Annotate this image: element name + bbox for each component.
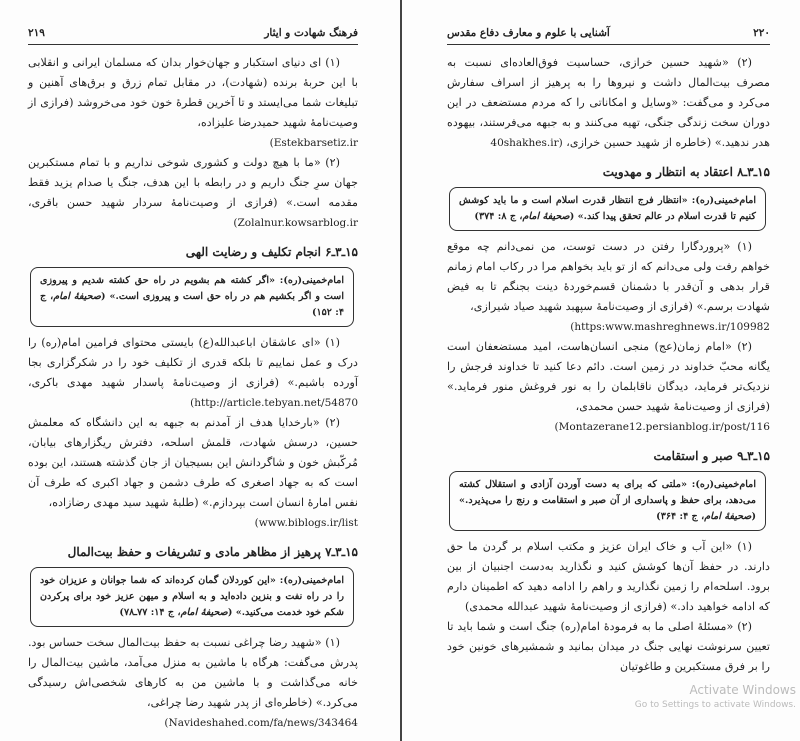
page-header xyxy=(28,27,358,45)
paragraph: (۱) «شهید رضا چراغی نسبت به حفظ بیت‌المال سخت حساس بود. پدرش می‌گفت: هرگاه با ماشین به منزل می‌آمد، ماشین بیت‌المال را خانه می‌گذاشت و با ماشین من به کارهای شخصی‌اش رسیدگی می‌کرد.» (خاطره‌ای از پدر شهید رضا چراغی، xyxy=(28,636,358,709)
paragraph: (۲) «بارخدایا هدف از آمدنم به جبهه به این دانشگاه که معلمش حسین، درسش شهادت، قلمش اسلحه، دفترش ریگزارهای بیابان، مُرکّبش خون و شاگردانش این بسیجیان از جان گذشته هستند، این بوده است که به جهاد اصغری که طرف دشمن و جهاد اکبری که طرف آن نفس امارهٔ انسان است بپردازم.» (طلبهٔ شهید سید مهدی رضازاده، xyxy=(28,416,358,509)
paragraph: (۱) «این آب و خاک ایران عزیز و مکتب اسلام بر گردن ما حق دارند. در حفظ آن‌ها کوشش کنید و نگذارید به‌دست اجنبیان از بین برود. اسلحه‌ام را زمین نگذارید و راهم را ادامه دهید که اطمینان دارم که ادامه خواهید داد.» (فرازی از وصیت‌نامهٔ شهید عبدالله محمدی) xyxy=(447,540,770,613)
activate-windows-watermark: Activate Windows Go to Settings to activate Windows. xyxy=(634,683,796,710)
source-link: http://article.tebyan.net/54870) xyxy=(190,397,358,409)
paragraph: (۲) «ما با هیچ دولت و کشوری شوخی نداریم و با تمام مستکبرین جهان سرِ جنگ داریم و در رابطه با این هدف، جنگ یا صدام یزید فقط مقدمه است.» (فرازی از وصیت‌نامهٔ سردار شهید حسن باقری، Zolalnur.kowsarblog.ir) xyxy=(28,156,358,229)
intro-text xyxy=(447,53,770,153)
source-link: (https:www.mashreghnews.ir/109982 xyxy=(570,321,770,333)
source-link: Zolalnur.kowsarblog.ir) xyxy=(233,217,358,229)
right-page xyxy=(400,0,800,741)
section-text xyxy=(28,633,358,733)
source-link: (Montazerane12.persianblog.ir/post/116 xyxy=(554,421,770,433)
paragraph: (۱) ای دنیای استکبار و جهان‌خوار بدان که مسلمان ایرانی و انقلابی با این حربهٔ برنده (شهادت)، در مقابل تمام زرق و برق‌های آهنین و تبلیغات شما می‌ایستد و تا آخرین قطرهٔ خون خود می‌خروشد (فرازی از وصیت‌نامهٔ شهید حمیدرضا علیزاده، xyxy=(28,56,358,129)
running-title: فرهنگ شهادت و ایثار xyxy=(264,27,358,39)
quote-box: امام‌خمینی(ره): «انتظار فرج انتظار قدرت اسلام است و ما باید کوشش کنیم تا قدرت اسلام در عالم تحقق پیدا کند.» (صحیفهٔ امام، ج ۸: ۳۷۴) xyxy=(449,187,766,231)
quote-box: امام‌خمینی(ره): «ملتی که برای به دست آوردن آزادی و استقلال کشته می‌دهد، برای حفظ و پاسداری از آن صبر و استقامت و رنج را می‌پذیرد.» (صحیفهٔ امام، ج ۴: ۳۶۴) xyxy=(449,471,766,531)
paragraph: (۲) «شهید حسین خرازی، حساسیت فوق‌العاده‌ای نسبت به مصرف بیت‌المال داشت و نیروها را به پرهیز از اسراف سفارش می‌کرد و می‌گفت: «وسایل و امکاناتی را که مردم مستضعف در این دوران سخت زندگی جنگی، تهیه می‌کنند و به جبهه می‌فرستند، بیهوده هدر ندهید.» (خاطره از شهید حسین خرازی، (40shakhes.ir xyxy=(447,56,770,149)
intro-text xyxy=(28,53,358,233)
section-heading: ۱۵ـ۳ـ۸ اعتقاد به انتظار و مهدویت xyxy=(602,165,770,179)
source-link: (www.biblogs.ir/list xyxy=(254,517,358,529)
quote-box: امام‌خمینی(ره): «اگر کشته هم بشویم در راه حق کشته شدیم و پیروزی است و اگر بکشیم هم در راه حق است و پیروزی است.» (صحیفهٔ امام، ج ۴: ۱۵۲) xyxy=(30,267,354,327)
source-link: (Estekbarsetiz.ir xyxy=(269,137,358,149)
paragraph: (۲) «مسئلهٔ اصلی ما به فرمودهٔ امام(ره) جنگ است و شما باید تا تعیین سرنوشت نهایی جنگ در میدان بمانید و شمشیرهای خونین خود را بر فرق مستکبرین و طاغوتیان xyxy=(447,620,770,673)
section-heading: ۱۵ـ۳ـ۹ صبر و استقامت xyxy=(653,449,770,463)
paragraph: (۱) «ای عاشقان اباعبدالله(ع) بایستی محتوای فرامین امام(ره) را درک و عمل نماییم تا بلکه قدری از تکلیف خود را در شکرگزاری بجا آورده باشیم.» (فرازی از وصیت‌نامهٔ پاسدار شهید مهدی باکری، http://article.tebyan.net/54870) xyxy=(28,336,358,409)
section-text xyxy=(447,237,770,437)
paragraph: (۱) «پروردگارا رفتن در دست توست، من نمی‌دانم چه موقع خواهم رفت ولی می‌دانم که از تو باید بخواهم مرا در رکاب امام زمانم قرار بدهی و آن‌قدر با دشمنان قسم‌خوردهٔ دینت بجنگم تا به فیض شهادت برسم.» (فرازی از وصیت‌نامهٔ سپهبد شهید صیاد شیرازی، xyxy=(447,240,770,313)
paragraph: (۲) «امام زمان(عج) منجی انسان‌هاست، امید مستضعفان است یگانه محبّ خداوند در زمین است. دائم دعا کنید تا خداوند فرجش را نزدیک‌تر فرماید، دیدگان ناقابلمان را به نور فروغش منور فرماید.» (فرازی از وصیت‌نامهٔ شهید حسن محمدی، xyxy=(447,340,770,413)
running-title: آشنایی با علوم و معارف دفاع مقدس xyxy=(447,27,610,39)
quote-box: امام‌خمینی(ره): «این کوردلان گمان کرده‌اند که شما جوانان و عزیزان خود را در راه نفت و بنزین داده‌اید و به اسلام و میهن عزیز خود برای پرکردن شکم خود خدمت می‌کنید.» (صحیفهٔ امام، ج ۱۴: ۷۷ـ۷۸) xyxy=(30,567,354,627)
source-link: (Navideshahed.com/fa/news/343464 xyxy=(164,717,358,729)
section-heading: ۱۵ـ۳ـ۷ پرهیز از مظاهر مادی و تشریفات و حفظ بیت‌المال xyxy=(67,545,358,559)
page-header xyxy=(447,27,770,45)
source-link: (40shakhes.ir xyxy=(490,137,563,149)
page-number: ۲۱۹ xyxy=(28,27,45,39)
section-text xyxy=(28,333,358,533)
section-text xyxy=(447,537,770,677)
page-number: ۲۲۰ xyxy=(753,27,770,39)
section-heading: ۱۵ـ۳ـ۶ انجام تکلیف و رضایت الهی xyxy=(185,245,358,259)
